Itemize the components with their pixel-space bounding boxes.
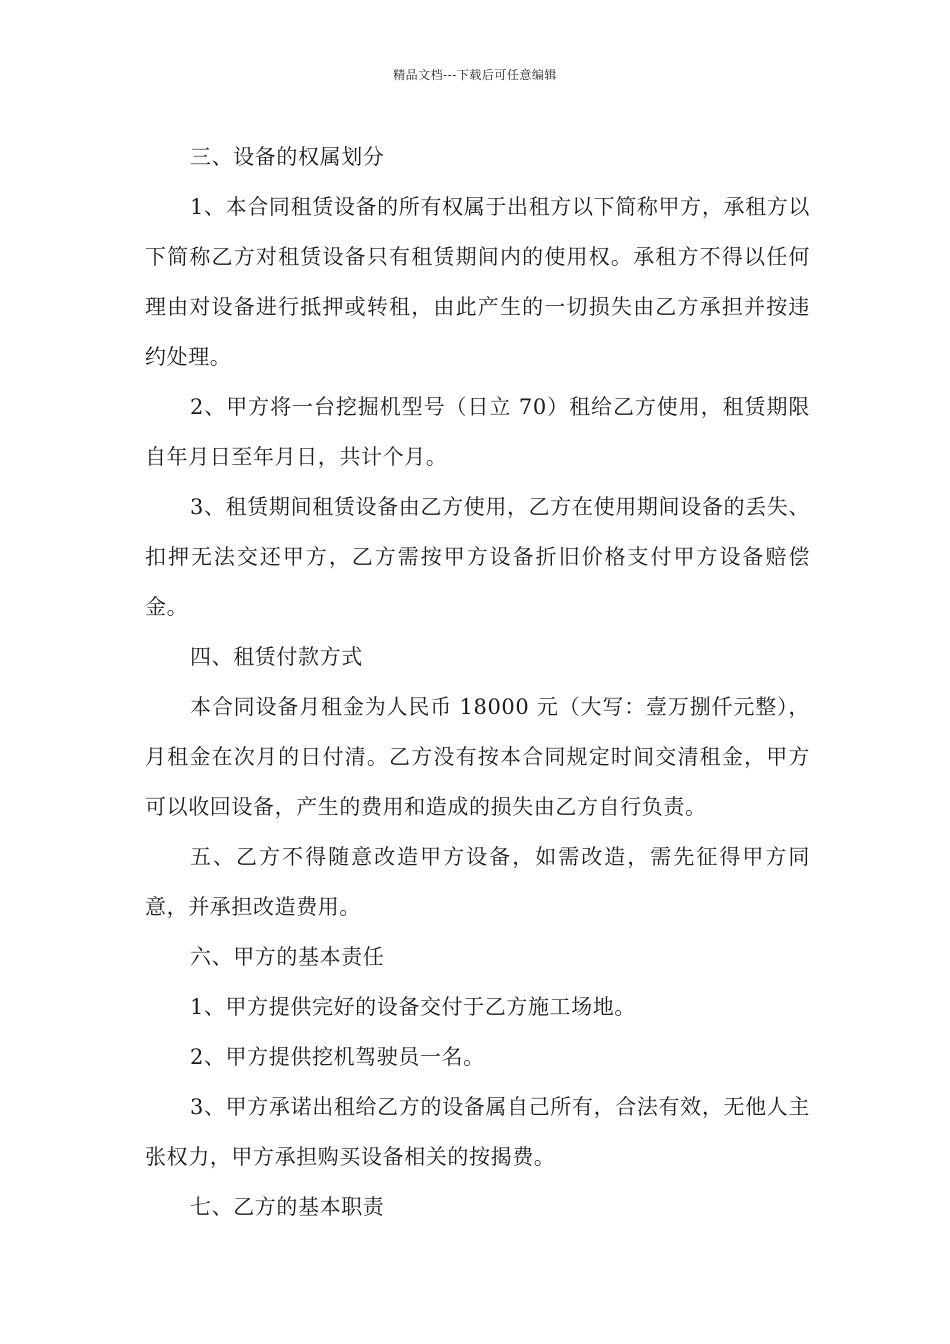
document-body [145, 132, 810, 1232]
clause-6-1: 1、甲方提供完好的设备交付于乙方施工场地。 [190, 995, 636, 1019]
section-heading-4: 四、租赁付款方式 [190, 645, 363, 669]
section-heading-7: 七、乙方的基本职责 [190, 1195, 385, 1219]
clause-3-1: 1、本合同租赁设备的所有权属于出租方以下简称甲方，承租方以下简称乙方对租赁设备只有租赁期间内的使用权。承租方不得以任何理由对设备进行抵押或转租，由此产生的一切损失由乙方承担并按违约处理。 [145, 195, 810, 369]
clause-6-2: 2、甲方提供挖机驾驶员一名。 [190, 1045, 485, 1069]
page-header: 精品文档---下载后可任意编辑 [393, 68, 557, 82]
section-heading-3: 三、设备的权属划分 [190, 145, 385, 169]
clause-6-3: 3、甲方承诺出租给乙方的设备属自己所有，合法有效，无他人主张权力，甲方承担购买设备相关的按揭费。 [145, 1095, 810, 1169]
clause-4-payment: 本合同设备月租金为人民币 18000 元（大写：壹万捌仟元整），月租金在次月的日付清。乙方没有按本合同规定时间交清租金，甲方可以收回设备，产生的费用和造成的损失由乙方自行负责。 [145, 695, 810, 819]
clause-3-3: 3、租赁期间租赁设备由乙方使用，乙方在使用期间设备的丢失、扣押无法交还甲方，乙方需按甲方设备折旧价格支付甲方设备赔偿金。 [145, 495, 810, 619]
section-heading-6: 六、甲方的基本责任 [190, 945, 385, 969]
section-5-modification: 五、乙方不得随意改造甲方设备，如需改造，需先征得甲方同意，并承担改造费用。 [145, 845, 810, 919]
clause-3-2: 2、甲方将一台挖掘机型号（日立 70）租给乙方使用，租赁期限自年月日至年月日，共计个月。 [145, 395, 810, 469]
